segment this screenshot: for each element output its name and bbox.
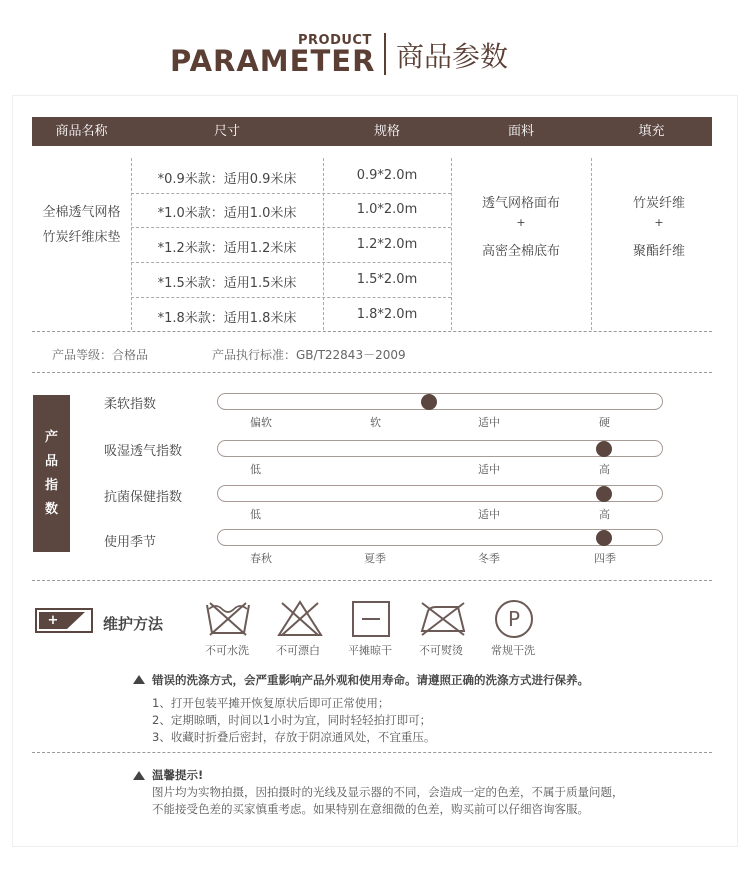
season-index-name: 使用季节: [104, 535, 157, 550]
antibacterial-index-knob: [596, 486, 612, 502]
care-tip: 2、定期晾晒，时间以1小时为宜，同时轻轻拍打即可；: [152, 713, 432, 727]
tick-label: 夏季: [364, 552, 386, 565]
section-divider: [32, 752, 712, 753]
care-label: 常规干洗: [491, 644, 535, 657]
care-label: 平摊晾干: [348, 644, 392, 657]
antibacterial-index-name: 抗菌保健指数: [104, 490, 183, 505]
tick-label: 四季: [594, 552, 616, 565]
th-name: 商品名称: [55, 124, 108, 139]
section-divider: [32, 580, 712, 581]
care-title: 维护方法: [103, 615, 164, 633]
fabric-line: 透气网格面布: [481, 196, 560, 211]
warning-icon: [133, 675, 145, 684]
product-grade: 产品等级：合格品: [52, 348, 149, 362]
care-badge-tail: [67, 612, 85, 629]
tick-label: 低: [250, 508, 261, 521]
size-cell: *1.0米款：适用1.0米床: [157, 206, 297, 221]
softness-index-bar: [217, 393, 663, 410]
spec-cell: 1.8*2.0m: [356, 307, 418, 322]
tick-label: 适中: [478, 463, 500, 476]
softness-index-knob: [421, 394, 437, 410]
header-parameter: PARAMETER: [170, 44, 376, 78]
softness-index-name: 柔软指数: [104, 397, 157, 412]
section-divider: [32, 372, 712, 373]
care-label: 不可熨烫: [419, 644, 463, 657]
spec-cell: 0.9*2.0m: [356, 168, 418, 183]
season-index-knob: [596, 530, 612, 546]
header-divider: [384, 33, 386, 75]
care-badge: [35, 608, 93, 633]
breathability-index-bar: [217, 440, 663, 457]
tick-label: 偏软: [250, 416, 272, 429]
header-title-cn: 商品参数: [396, 40, 509, 73]
table-row-divider: [131, 227, 451, 228]
table-row-divider: [131, 193, 451, 194]
care-tip: 1、打开包装平摊开恢复原状后即可正常使用；: [152, 696, 390, 710]
product-standard: 产品执行标准：GB/T22843－2009: [212, 348, 406, 362]
season-index-bar: [217, 529, 663, 546]
filling-line: 竹炭纤维: [632, 196, 685, 211]
tick-label: 低: [250, 463, 261, 476]
th-spec: 规格: [373, 124, 400, 139]
tick-label: 高: [599, 508, 610, 521]
spec-cell: 1.2*2.0m: [356, 237, 418, 252]
product-name-line: 竹炭纤维床垫: [42, 230, 121, 245]
th-size: 尺寸: [213, 124, 240, 139]
warning-icon: [133, 771, 145, 780]
breathability-index-name: 吸湿透气指数: [104, 444, 183, 459]
spec-cell: 1.5*2.0m: [356, 272, 418, 287]
antibacterial-index-bar: [217, 485, 663, 502]
care-label: 不可水洗: [205, 644, 249, 657]
tick-label: 适中: [478, 508, 500, 521]
no-bleach-icon: [276, 599, 324, 639]
size-cell: *1.5米款：适用1.5米床: [157, 276, 297, 291]
th-fabric: 面料: [507, 124, 534, 139]
tick-label: 春秋: [250, 552, 272, 565]
warning-title: 错误的洗涤方式，会严重影响产品外观和使用寿命。请遵照正确的洗涤方式进行保养。: [152, 673, 589, 687]
tick-label: 硬: [599, 416, 610, 429]
plus-icon: +: [39, 612, 67, 629]
table-row-divider: [131, 262, 451, 263]
flat-dry-icon: [350, 599, 392, 639]
no-wash-icon: [204, 599, 252, 639]
breathability-index-knob: [596, 441, 612, 457]
size-cell: *1.8米款：适用1.8米床: [157, 311, 297, 326]
tick-label: 冬季: [478, 552, 500, 565]
tips-title: 温馨提示!: [152, 768, 204, 782]
header-product: PRODUCT: [298, 33, 372, 48]
tips-line: 不能接受色差的买家慎重考虑。如果特别在意细微的色差，购买前可以仔细咨询客服。: [152, 802, 589, 816]
tips-line: 图片均为实物拍摄，因拍摄时的光线及显示器的不同，会造成一定的色差，不属于质量问题，: [152, 785, 624, 799]
care-tip: 3、收藏时折叠后密封，存放于阴凉通风处，不宜重压。: [152, 730, 436, 744]
table-header: [32, 117, 712, 146]
dry-clean-icon: [492, 599, 536, 641]
fabric-plus: +: [516, 216, 526, 229]
tick-label: 适中: [478, 416, 500, 429]
spec-cell: 1.0*2.0m: [356, 202, 418, 217]
section-divider: [32, 331, 712, 332]
svg-text:P: P: [507, 607, 521, 631]
filling-line: 聚酯纤维: [632, 244, 685, 259]
size-cell: *0.9米款：适用0.9米床: [157, 172, 297, 187]
table-row-divider: [131, 297, 451, 298]
care-label: 不可漂白: [276, 644, 320, 657]
th-filling: 填充: [638, 124, 665, 139]
fabric-line: 高密全棉底布: [481, 244, 560, 259]
filling-plus: +: [654, 216, 664, 229]
no-iron-icon: [418, 599, 468, 639]
product-index-label: 产 品 指 数: [33, 395, 70, 552]
tick-label: 软: [370, 416, 381, 429]
tick-label: 高: [599, 463, 610, 476]
product-name-line: 全棉透气网格: [42, 205, 121, 220]
size-cell: *1.2米款：适用1.2米床: [157, 241, 297, 256]
